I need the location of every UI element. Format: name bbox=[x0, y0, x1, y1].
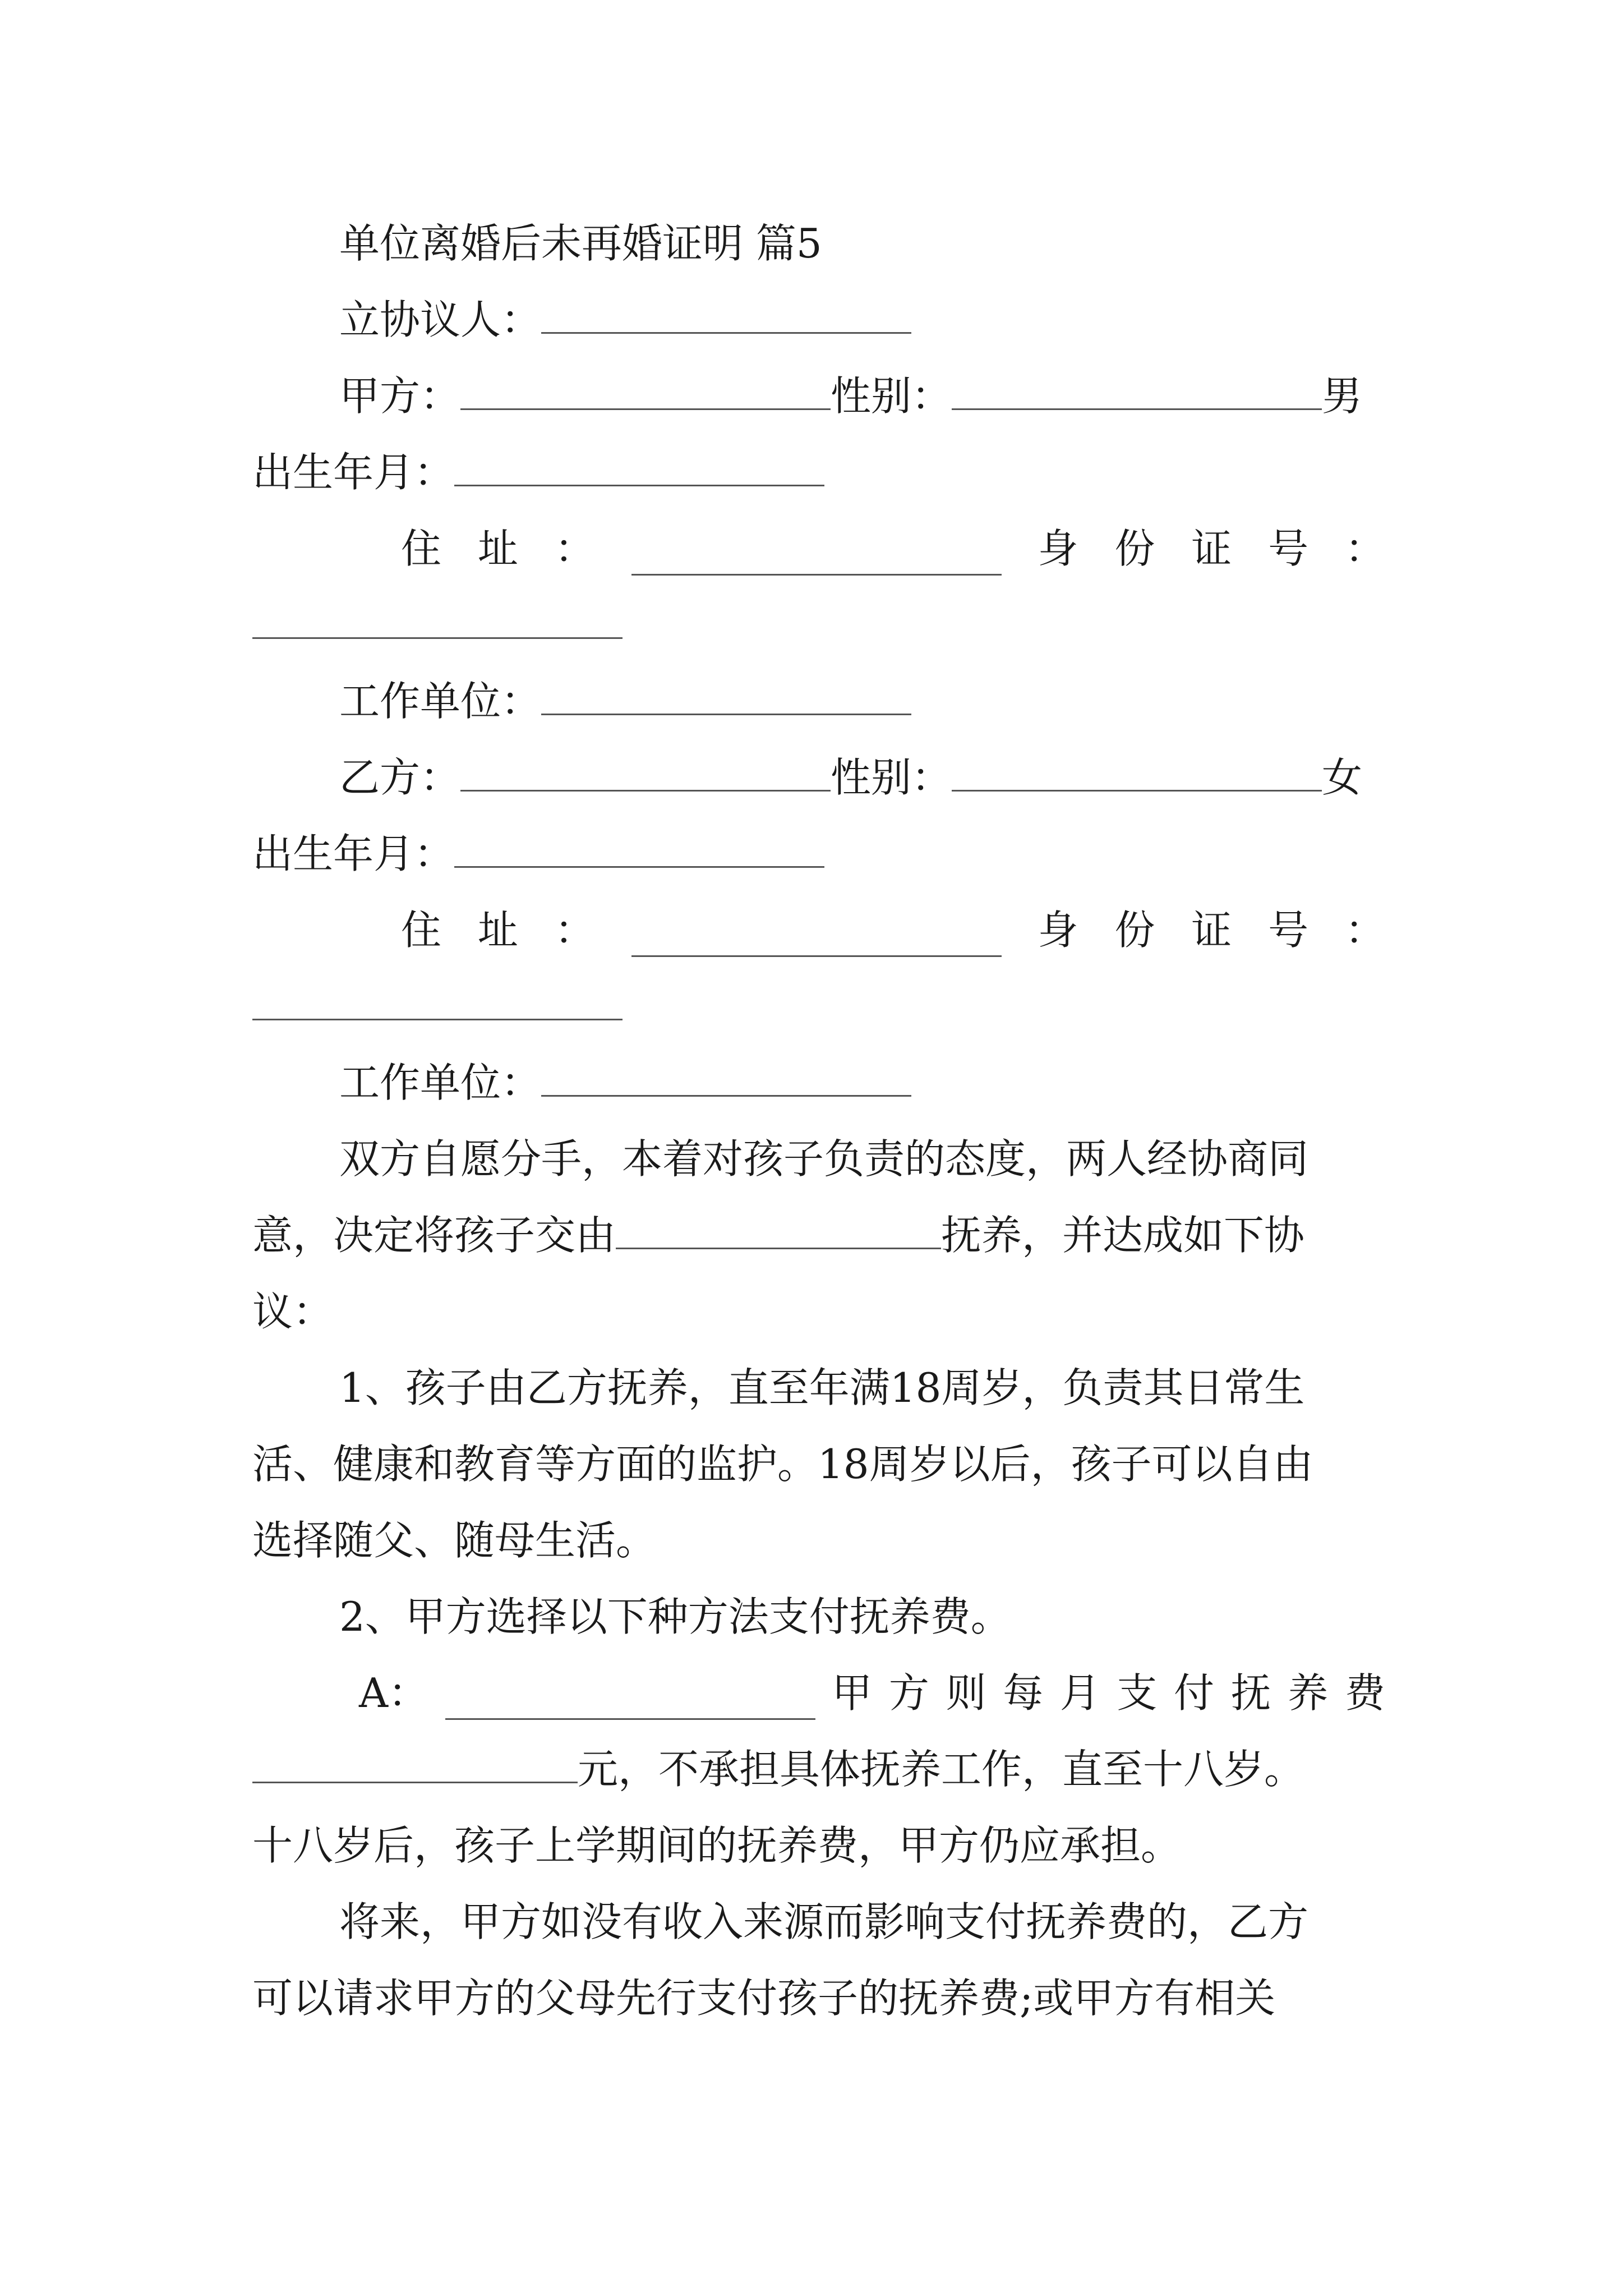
party-b-id-row bbox=[252, 979, 1385, 1033]
id-label-char: 号 bbox=[1268, 907, 1309, 954]
document-title: 单位离婚后未再婚证明 篇5 bbox=[339, 220, 822, 267]
party-a-gender-blank[interactable] bbox=[952, 375, 1322, 410]
address-label-char: 址 bbox=[477, 907, 518, 954]
option-a-char: 则 bbox=[946, 1669, 986, 1717]
intro-line-3: 议： bbox=[252, 1288, 334, 1335]
clause-2-option-a-row bbox=[359, 1666, 1385, 1720]
party-a-id-row bbox=[252, 598, 1385, 652]
option-a-char: 费 bbox=[1344, 1669, 1385, 1717]
clause-2-option-a-line-3: 十八岁后，孩子上学期间的抚养费，甲方仍应承担。 bbox=[252, 1822, 1182, 1869]
party-a-row: 甲方： 性别： 男 bbox=[339, 372, 1363, 420]
option-a-char: 方 bbox=[888, 1669, 929, 1717]
address-label-char: ： bbox=[554, 525, 595, 572]
option-a-char: 抚 bbox=[1230, 1669, 1271, 1717]
party-b-address-id-row bbox=[401, 903, 1385, 957]
id-label-char: 证 bbox=[1191, 907, 1232, 954]
option-a-amount-blank[interactable] bbox=[252, 1748, 578, 1783]
id-label-char: 身 bbox=[1038, 907, 1078, 954]
party-b-name-blank[interactable] bbox=[460, 756, 831, 792]
option-a-label: A： bbox=[359, 1669, 428, 1717]
party-a-id-blank[interactable] bbox=[252, 604, 623, 639]
id-label-char: 证 bbox=[1191, 525, 1232, 572]
option-a-condition-blank[interactable] bbox=[445, 1685, 815, 1720]
address-label-char: 住 bbox=[401, 907, 442, 954]
future-line-1: 将来，甲方如没有收入来源而影响支付抚养费的，乙方 bbox=[339, 1898, 1309, 1945]
party-a-address-id-row bbox=[401, 522, 1385, 576]
intro-line-1: 双方自愿分手，本着对孩子负责的态度，两人经协商同 bbox=[339, 1135, 1309, 1182]
party-a-address-blank[interactable] bbox=[631, 540, 1002, 576]
party-a-birth-row: 出生年月： bbox=[252, 445, 1385, 499]
address-label-char: 住 bbox=[401, 525, 442, 572]
id-label-char: 身 bbox=[1038, 525, 1078, 572]
contractor-blank[interactable] bbox=[541, 298, 911, 334]
address-label-char: 址 bbox=[477, 525, 518, 572]
id-label-char: ： bbox=[1344, 525, 1385, 572]
party-b-id-blank[interactable] bbox=[252, 985, 623, 1020]
party-a-birth-blank[interactable] bbox=[454, 451, 824, 486]
party-b-work-blank[interactable] bbox=[541, 1061, 911, 1097]
option-a-char: 月 bbox=[1059, 1669, 1100, 1717]
party-b-birth-blank[interactable] bbox=[454, 832, 824, 868]
party-b-address-blank[interactable] bbox=[631, 922, 1002, 957]
option-a-char: 养 bbox=[1288, 1669, 1329, 1717]
clause-1-line-2: 活、健康和教育等方面的监护。18周岁以后，孩子可以自由 bbox=[252, 1441, 1313, 1488]
id-label-char: 份 bbox=[1114, 907, 1155, 954]
contractor-row: 立协议人： bbox=[339, 293, 1472, 347]
id-label-char: ： bbox=[1344, 907, 1385, 954]
caretaker-blank[interactable] bbox=[616, 1214, 941, 1249]
party-b-work-row: 工作单位： bbox=[339, 1056, 1472, 1110]
id-label-char: 号 bbox=[1268, 525, 1309, 572]
party-a-work-blank[interactable] bbox=[541, 680, 911, 715]
clause-2-line-1: 2、甲方选择以下种方法支付抚养费。 bbox=[339, 1593, 1011, 1640]
intro-line-2: 意，决定将孩子交由 抚养，并达成如下协 bbox=[252, 1212, 1305, 1259]
party-b-gender-blank[interactable] bbox=[952, 756, 1322, 792]
party-b-row: 乙方： 性别： 女 bbox=[339, 754, 1363, 801]
option-a-char: 每 bbox=[1003, 1669, 1044, 1717]
option-a-char: 甲 bbox=[832, 1669, 873, 1717]
future-line-2: 可以请求甲方的父母先行支付孩子的抚养费;或甲方有相关 bbox=[252, 1975, 1276, 2022]
option-a-char: 支 bbox=[1117, 1669, 1158, 1717]
address-label-char: ： bbox=[554, 907, 595, 954]
clause-2-option-a-line-2: 元，不承担具体抚养工作，直至十八岁。 bbox=[252, 1742, 1385, 1796]
option-a-char: 付 bbox=[1173, 1669, 1214, 1717]
party-a-name-blank[interactable] bbox=[460, 375, 831, 410]
clause-1-line-1: 1、孩子由乙方抚养，直至年满18周岁，负责其日常生 bbox=[339, 1364, 1305, 1411]
id-label-char: 份 bbox=[1114, 525, 1155, 572]
clause-1-line-3: 选择随父、随母生活。 bbox=[252, 1517, 657, 1564]
party-a-work-row: 工作单位： bbox=[339, 674, 1472, 728]
party-b-birth-row: 出生年月： bbox=[252, 827, 1385, 881]
